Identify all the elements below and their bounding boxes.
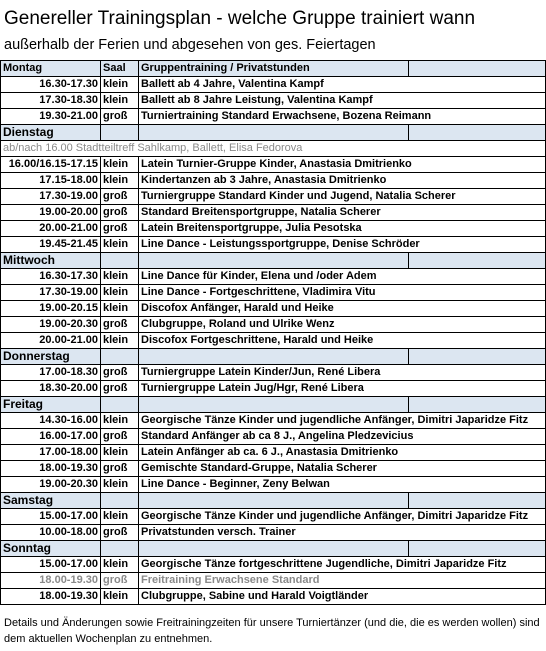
page-subtitle: außerhalb der Ferien und abgesehen von ges. Feiertagen	[4, 37, 376, 53]
saal-cell: klein	[101, 333, 139, 349]
time-cell: 17.00-18.30	[1, 365, 101, 381]
table-row	[1, 93, 546, 109]
saal-header: Saal	[101, 61, 139, 77]
saal-cell: klein	[101, 157, 139, 173]
description-cell: Latein Turnier-Gruppe Kinder, Anastasia Dmitrienko	[139, 157, 546, 173]
saal-cell: klein	[101, 173, 139, 189]
day-row	[1, 397, 546, 413]
saal-cell: groß	[101, 525, 139, 541]
table-row	[1, 557, 546, 573]
description-cell: Georgische Tänze fortgeschrittene Jugendliche, Dimitri Japaridze Fitz	[139, 557, 546, 573]
saal-cell: groß	[101, 205, 139, 221]
empty-cell	[409, 125, 546, 141]
description-header: Gruppentraining / Privatstunden	[139, 61, 409, 77]
description-cell: Clubgruppe, Sabine und Harald Voigtländer	[139, 589, 546, 605]
saal-cell: groß	[101, 109, 139, 125]
time-cell: 18.00-19.30	[1, 573, 101, 589]
saal-cell: klein	[101, 237, 139, 253]
time-cell: 16.00-17.00	[1, 429, 101, 445]
saal-cell: groß	[101, 189, 139, 205]
description-cell: Turniergruppe Latein Kinder/Jun, René Libera	[139, 365, 546, 381]
table-row	[1, 525, 546, 541]
saal-cell: klein	[101, 269, 139, 285]
saal-cell: klein	[101, 301, 139, 317]
description-cell: Gemischte Standard-Gruppe, Natalia Scherer	[139, 461, 546, 477]
day-label: Freitag	[1, 397, 101, 413]
table-row	[1, 205, 546, 221]
time-cell: 17.30-19.00	[1, 189, 101, 205]
description-cell: Clubgruppe, Roland und Ulrike Wenz	[139, 317, 546, 333]
time-cell: 15.00-17.00	[1, 509, 101, 525]
description-cell: Line Dance - Fortgeschrittene, Vladimira Vitu	[139, 285, 546, 301]
empty-cell	[139, 541, 409, 557]
time-cell: 19.00-20.30	[1, 477, 101, 493]
table-row	[1, 445, 546, 461]
time-cell: 17.00-18.00	[1, 445, 101, 461]
description-cell: Discofox Anfänger, Harald und Heike	[139, 301, 546, 317]
time-cell: 17.30-19.00	[1, 285, 101, 301]
time-cell: 16.30-17.30	[1, 77, 101, 93]
description-cell: Line Dance - Beginner, Zeny Belwan	[139, 477, 546, 493]
saal-cell: klein	[101, 509, 139, 525]
description-cell: Standard Anfänger ab ca 8 J., Angelina Pledzevicius	[139, 429, 546, 445]
time-cell: 16.30-17.30	[1, 269, 101, 285]
empty-cell	[101, 253, 139, 269]
description-cell: Standard Breitensportgruppe, Natalia Scherer	[139, 205, 546, 221]
description-cell: Line Dance - Leistungssportgruppe, Denise Schröder	[139, 237, 546, 253]
empty-cell	[139, 349, 409, 365]
day-row	[1, 493, 546, 509]
table-row	[1, 509, 546, 525]
description-cell: Discofox Fortgeschrittene, Harald und Heike	[139, 333, 546, 349]
saal-cell: klein	[101, 77, 139, 93]
time-cell: 19.45-21.45	[1, 237, 101, 253]
empty-cell	[139, 125, 409, 141]
time-cell: 20.00-21.00	[1, 221, 101, 237]
table-row	[1, 477, 546, 493]
description-cell: Line Dance für Kinder, Elena und /oder Adem	[139, 269, 546, 285]
empty-cell	[409, 541, 546, 557]
saal-cell: klein	[101, 445, 139, 461]
table-row	[1, 221, 546, 237]
saal-cell: groß	[101, 573, 139, 589]
time-cell: 19.00-20.00	[1, 205, 101, 221]
day-header: Montag	[1, 61, 101, 77]
description-cell: Georgische Tänze Kinder und jugendliche Anfänger, Dimitri Japaridze Fitz	[139, 413, 546, 429]
info-row	[1, 141, 546, 157]
day-row	[1, 541, 546, 557]
time-cell: 18.00-19.30	[1, 461, 101, 477]
table-row	[1, 301, 546, 317]
schedule-table	[0, 60, 546, 605]
table-row	[1, 77, 546, 93]
saal-cell: klein	[101, 589, 139, 605]
time-cell: 18.30-20.00	[1, 381, 101, 397]
description-cell: Turniergruppe Latein Jug/Hgr, René Libera	[139, 381, 546, 397]
day-row	[1, 349, 546, 365]
description-cell: Kindertanzen ab 3 Jahre, Anastasia Dmitrienko	[139, 173, 546, 189]
empty-cell	[101, 125, 139, 141]
table-header-row	[1, 61, 546, 77]
time-cell: 15.00-17.00	[1, 557, 101, 573]
table-row	[1, 589, 546, 605]
day-label: Dienstag	[1, 125, 101, 141]
table-row	[1, 157, 546, 173]
saal-cell: klein	[101, 477, 139, 493]
saal-cell: klein	[101, 93, 139, 109]
empty-cell	[101, 493, 139, 509]
info-text: ab/nach 16.00 Stadtteiltreff Sahlkamp, Ballett, Elisa Fedorova	[1, 141, 546, 157]
empty-cell	[101, 397, 139, 413]
day-row	[1, 125, 546, 141]
table-row	[1, 285, 546, 301]
day-label: Sonntag	[1, 541, 101, 557]
description-cell: Privatstunden versch. Trainer	[139, 525, 546, 541]
description-cell: Ballett ab 4 Jahre, Valentina Kampf	[139, 77, 546, 93]
saal-cell: groß	[101, 429, 139, 445]
description-cell: Latein Breitensportgruppe, Julia Pesotska	[139, 221, 546, 237]
saal-cell: groß	[101, 381, 139, 397]
time-cell: 10.00-18.00	[1, 525, 101, 541]
saal-cell: groß	[101, 461, 139, 477]
empty-cell	[101, 541, 139, 557]
empty-cell	[409, 253, 546, 269]
empty-cell	[409, 493, 546, 509]
empty-header-cell	[409, 61, 546, 77]
table-row	[1, 461, 546, 477]
time-cell: 18.00-19.30	[1, 589, 101, 605]
day-row	[1, 253, 546, 269]
table-row	[1, 429, 546, 445]
empty-cell	[409, 397, 546, 413]
time-cell: 17.15-18.00	[1, 173, 101, 189]
description-cell: Georgische Tänze Kinder und jugendliche Anfänger, Dimitri Japaridze Fitz	[139, 509, 546, 525]
time-cell: 20.00-21.00	[1, 333, 101, 349]
day-label: Donnerstag	[1, 349, 101, 365]
empty-cell	[101, 349, 139, 365]
time-cell: 17.30-18.30	[1, 93, 101, 109]
table-row	[1, 413, 546, 429]
day-label: Samstag	[1, 493, 101, 509]
saal-cell: groß	[101, 365, 139, 381]
empty-cell	[139, 253, 409, 269]
table-row	[1, 573, 546, 589]
table-row	[1, 269, 546, 285]
description-cell: Latein Anfänger ab ca. 6 J., Anastasia Dmitrienko	[139, 445, 546, 461]
empty-cell	[139, 397, 409, 413]
empty-cell	[139, 493, 409, 509]
saal-cell: klein	[101, 557, 139, 573]
footnote: Details und Änderungen sowie Freitrainingzeiten für unsere Turniertänzer (und die, die es werden wollen) sind dem aktuellen Wochenplan zu entnehmen.	[4, 617, 540, 645]
empty-cell	[409, 349, 546, 365]
time-cell: 19.00-20.30	[1, 317, 101, 333]
description-cell: Ballett ab 8 Jahre Leistung, Valentina Kampf	[139, 93, 546, 109]
table-row	[1, 237, 546, 253]
description-cell: Freitraining Erwachsene Standard	[139, 573, 546, 589]
saal-cell: groß	[101, 221, 139, 237]
time-cell: 19.30-21.00	[1, 109, 101, 125]
table-row	[1, 381, 546, 397]
table-row	[1, 317, 546, 333]
day-label: Mittwoch	[1, 253, 101, 269]
time-cell: 19.00-20.15	[1, 301, 101, 317]
description-cell: Turniergruppe Standard Kinder und Jugend, Natalia Scherer	[139, 189, 546, 205]
table-row	[1, 109, 546, 125]
description-cell: Turniertraining Standard Erwachsene, Bozena Reimann	[139, 109, 546, 125]
saal-cell: klein	[101, 285, 139, 301]
table-row	[1, 365, 546, 381]
table-row	[1, 173, 546, 189]
table-row	[1, 189, 546, 205]
saal-cell: klein	[101, 413, 139, 429]
time-cell: 14.30-16.00	[1, 413, 101, 429]
table-row	[1, 333, 546, 349]
time-cell: 16.00/16.15-17.15	[1, 157, 101, 173]
saal-cell: groß	[101, 317, 139, 333]
page-title: Genereller Trainingsplan - welche Gruppe trainiert wann	[4, 8, 476, 29]
